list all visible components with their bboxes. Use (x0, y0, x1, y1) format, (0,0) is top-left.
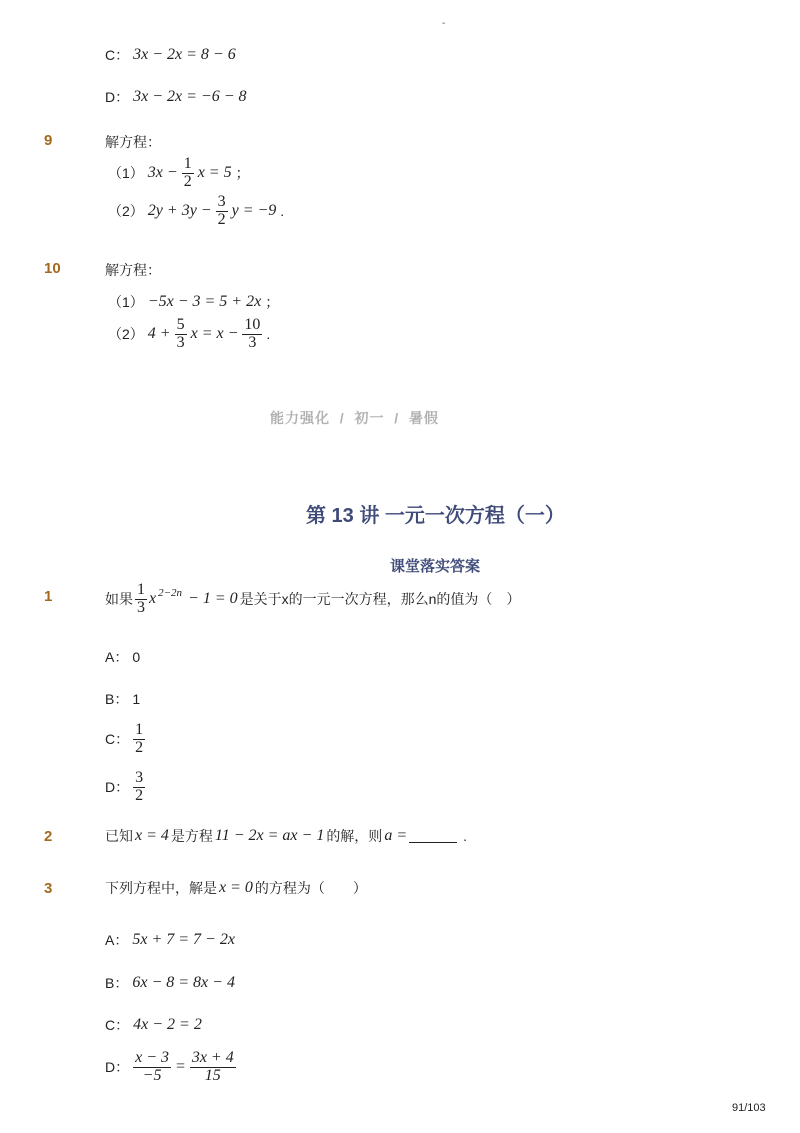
numerator: 5 (176, 316, 185, 333)
numerator: 1 (183, 155, 192, 172)
fraction (216, 194, 228, 229)
stem-post: 的解，则 (326, 828, 383, 844)
numerator: 3 (135, 769, 144, 786)
option-label: C： (105, 47, 130, 63)
question-1-option-d (105, 770, 145, 805)
question-number-3: 3 (44, 880, 53, 897)
expression-mid: x = x − (190, 325, 239, 343)
numerator: 3 (217, 193, 226, 210)
end-punct: . (280, 203, 285, 220)
fraction (182, 156, 194, 191)
question-1-option-c (105, 722, 145, 757)
ask: a = (384, 827, 408, 844)
option-label: C： (105, 1017, 130, 1033)
stem-post: 的方程为（ ） (254, 880, 367, 896)
denominator: 2 (217, 210, 226, 228)
option-label: C： (105, 731, 130, 748)
denominator: 3 (137, 598, 145, 616)
numerator: 10 (244, 316, 261, 333)
expression-pre: 3x − (147, 164, 178, 182)
expression-pre: 4 + (147, 325, 171, 343)
question-number-1: 1 (44, 588, 53, 605)
fraction (242, 317, 262, 352)
question-1-option-a (105, 647, 140, 667)
option-expression: 3x − 2x = −6 − 8 (133, 88, 247, 105)
part-tag: （2） (108, 203, 144, 220)
option-expression: 5x + 7 = 7 − 2x (132, 931, 235, 948)
question-9-part-2 (108, 194, 284, 229)
numerator: 1 (137, 581, 145, 598)
question-3-option-b (105, 973, 235, 993)
lecture-title: 第 13 讲 一元一次方程（一） (306, 505, 565, 527)
question-9-prompt: 解方程： (105, 134, 161, 150)
numerator: x − 3 (135, 1049, 170, 1066)
expression-post: y = −9 (231, 202, 277, 220)
expression: −5x − 3 = 5 + 2x (147, 293, 262, 310)
answer-blank[interactable] (409, 830, 457, 843)
fraction (175, 317, 187, 352)
fraction (190, 1050, 236, 1085)
numerator: 3x + 4 (191, 1049, 234, 1066)
end-punct: ； (265, 294, 280, 310)
end-punct: . (266, 326, 271, 343)
fraction (133, 1050, 171, 1085)
expression-pre: 2y + 3y − (147, 202, 212, 220)
question-3-option-c (105, 1015, 202, 1035)
equals: = (175, 1058, 186, 1076)
fraction (133, 770, 145, 805)
prev-option-d (105, 87, 247, 107)
question-number-9: 9 (44, 132, 53, 149)
denominator: 3 (248, 333, 257, 351)
question-1-stem (105, 582, 520, 617)
denominator: 2 (135, 738, 144, 756)
fraction (135, 582, 147, 617)
stem-equation: − 1 = 0 (188, 590, 238, 608)
end-punct: ； (235, 165, 250, 182)
stem-text: 是关于x的一元一次方程，那么n的值为（ ） (239, 591, 521, 608)
question-10-prompt: 解方程： (105, 262, 161, 278)
numerator: 1 (135, 721, 144, 738)
end-punct: . (463, 828, 467, 844)
prev-option-c (105, 45, 236, 65)
page-number: 91/103 (732, 1102, 766, 1114)
option-value: 0 (132, 649, 141, 665)
option-label: A： (105, 649, 129, 665)
question-3-option-d (105, 1050, 236, 1085)
stem-mid: 是方程 (170, 828, 213, 844)
part-tag: （1） (108, 165, 144, 182)
option-label: D： (105, 1059, 130, 1076)
option-expression: 4x − 2 = 2 (133, 1016, 202, 1033)
power-exponent: 2−2n (158, 587, 183, 600)
denominator: −5 (142, 1066, 162, 1084)
expression-post: x = 5 (197, 164, 232, 182)
fraction (133, 722, 145, 757)
option-label: A： (105, 932, 129, 948)
power-base: x (149, 590, 157, 608)
option-value: 1 (132, 691, 141, 707)
question-2-stem (105, 826, 467, 846)
question-number-2: 2 (44, 828, 53, 845)
denominator: 2 (135, 786, 144, 804)
question-1-option-b (105, 689, 140, 709)
option-label: B： (105, 975, 129, 991)
option-label: D： (105, 89, 130, 105)
question-9-part-1 (108, 156, 250, 191)
question-10-part-1 (108, 292, 279, 312)
stem-pre: 如果 (105, 591, 133, 608)
part-tag: （2） (108, 326, 144, 343)
top-mark: - (442, 18, 446, 29)
condition: x = 4 (135, 827, 169, 844)
part-tag: （1） (108, 294, 144, 310)
option-expression: 3x − 2x = 8 − 6 (133, 46, 236, 63)
denominator: 2 (183, 172, 192, 190)
question-3-stem (105, 878, 367, 898)
option-label: D： (105, 779, 130, 796)
equation: 11 − 2x = ax − 1 (214, 827, 325, 844)
stem-pre: 下列方程中，解是 (105, 880, 217, 896)
denominator: 15 (204, 1066, 221, 1084)
question-3-option-a (105, 930, 235, 950)
section-title: 课堂落实答案 (390, 558, 481, 575)
question-10-part-2 (108, 317, 270, 352)
question-number-10: 10 (44, 260, 61, 277)
option-expression: 6x − 8 = 8x − 4 (132, 974, 235, 991)
option-label: B： (105, 691, 129, 707)
denominator: 3 (176, 333, 185, 351)
condition: x = 0 (219, 879, 253, 896)
course-footer-mark: 能力强化 / 初一 / 暑假 (270, 410, 439, 426)
stem-pre: 已知 (105, 828, 133, 844)
